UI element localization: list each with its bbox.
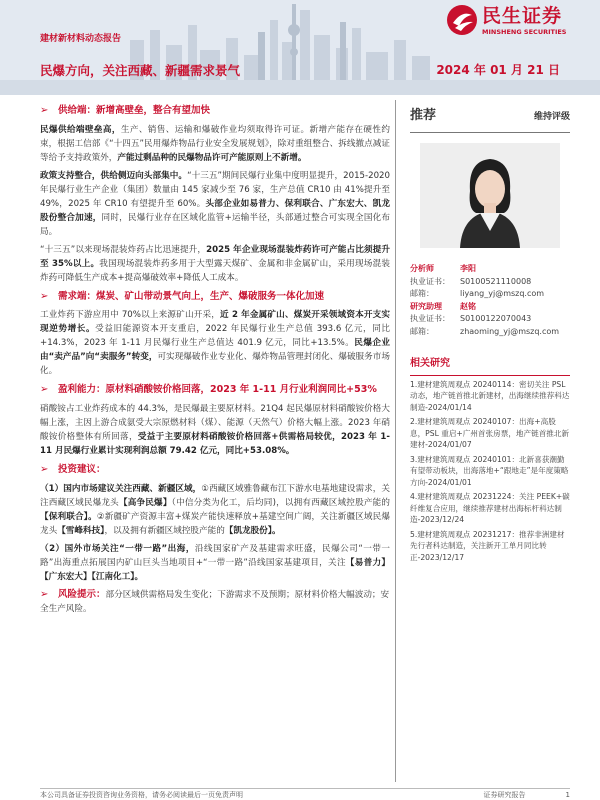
section-heading: [40, 588, 390, 616]
report-date: 2024 年 01 月 21 日: [436, 63, 560, 77]
analyst-row: [410, 326, 570, 339]
bold-text-run: 2025 年企业现场混装炸药许可产能占比须提升至 35%以上。: [40, 244, 390, 269]
analyst-name: 李阳: [460, 264, 476, 274]
page-number: 1: [565, 791, 570, 799]
bullet-arrow-icon: ➢: [40, 384, 49, 396]
bold-text-run: （2）国外市场关注“一带一路”出海，: [40, 543, 195, 554]
analyst-row: [410, 301, 570, 314]
bold-text-run: 近 2 年金属矿山、煤炭开采领域资本开支实现逆势增长。: [40, 310, 390, 335]
section-heading: [40, 382, 390, 398]
paragraph: [40, 308, 390, 378]
minsheng-logo: [444, 2, 594, 40]
section-heading-text: 风险提示：: [58, 588, 106, 600]
analyst-email[interactable]: zhaoming_yj@mszq.com: [460, 326, 560, 336]
risk-warning-text: 部分区域供需格局发生变化；下游需求不及预期；原材料价格大幅波动；安全生产风险。: [40, 589, 390, 614]
paragraph: [40, 123, 390, 165]
bold-text-run: 【保利联合】。: [40, 511, 97, 522]
analyst-cert: S0100122070043: [460, 314, 532, 324]
bold-text-run: 【易普力】【广东宏大】【江南化工】。: [40, 557, 390, 582]
related-research-item[interactable]: 2.建材建筑周观点 20240107：出海+高股息，PSL 重启+广州首张房票，地产链首推北新建材-2024/01/07: [410, 417, 570, 450]
bold-text-run: 民爆企业由“卖产品”向“卖服务”转变，: [40, 338, 390, 363]
bold-text-run: 头部企业如易普力、保利联合、广东宏大、凯龙股份整合加速，: [40, 198, 390, 223]
sidebar: [410, 100, 570, 563]
rating-header: [410, 100, 570, 133]
bold-text-run: （1）国内市场建议关注西藏、新疆区域，: [40, 483, 202, 494]
bullet-arrow-icon: ➢: [40, 464, 49, 476]
related-research-item[interactable]: 4.建材建筑周观点 20231224：关注 PEEK+碳纤维复合应用，继续推荐建材出海标杆科达制造-2023/12/24: [410, 492, 570, 525]
analyst-photo: [420, 143, 560, 248]
document-type: 证券研究报告: [483, 791, 526, 799]
section-heading-text: 盈利能力：原材料硝酸铵价格回落，2023 年 1-11 月行业利润同比+53%: [58, 384, 377, 396]
text-run: 工业炸药下游应用中 70%以上来源矿山开采，: [40, 310, 221, 321]
paragraph: [40, 402, 390, 458]
text-run: ②新疆矿产资源丰富+煤炭产能快速释放+基建空间广阔，关注新疆区域民爆龙头: [40, 511, 390, 536]
related-research-title: 相关研究: [410, 356, 570, 376]
bullet-arrow-icon: ➢: [40, 588, 49, 600]
logo-subtitle: MINSHENG SECURITIES: [482, 28, 567, 36]
analyst-field-label: 邮箱：: [410, 326, 434, 336]
report-title: 民爆方向，关注西藏、新疆需求景气: [40, 63, 241, 78]
text-run: （中信分类为化工，后均同)，以拥有西藏区域控股产能的: [171, 497, 390, 508]
text-run: 硝酸铵占工业炸药成本的 44.3%，是民爆最主要原材料。21Q4 起民爆原材料硝酸铵价格大幅上涨，主因上游合成氨受大宗原燃材料（煤）、能源（天然气）价格大幅上涨。2023 年硝酸铵价格整体有所回落，: [40, 404, 390, 443]
text-run: 生产、销售、运输和爆破作业均须取得许可证。新增产能存在硬性约束，根据工信部《“十四五”民用爆炸物品行业安全发展规划》，除对重组整合、拆线撤点减证等给予支持政策外，: [40, 124, 390, 163]
logo-name: 民生证券: [482, 5, 563, 27]
rating-status: 维持评级: [533, 112, 570, 122]
text-run: ①西藏区域雅鲁藏布江下游水电基地建设需求，关注西藏区域民爆龙头: [40, 483, 390, 508]
text-run: 沿线国家矿产及基建需求旺盛，民爆公司“一带一路”出海重点拓展国内矿山巨头当地项目+“一带一路”沿线国家基建项目，关注: [40, 543, 390, 568]
analyst-row: [410, 313, 570, 326]
column-divider: [395, 100, 396, 782]
bullet-arrow-icon: ➢: [40, 290, 49, 302]
report-body: [40, 100, 390, 790]
analyst-field-label: 研究助理: [410, 301, 442, 311]
section-heading: [40, 103, 390, 119]
bold-text-run: 受益于主要原材料硝酸铵价格回落+供需格局较优，2023 年 1-11 月民爆行业累计实现利润总额 79.42 亿元，同比+53.08%。: [40, 432, 390, 457]
bold-text-run: 【雪峰科技】: [57, 525, 105, 536]
text-run: 可实现爆破作业专业化、爆炸物品管理封闭化、爆破服务市场化。: [40, 352, 390, 377]
analyst-portrait-image: [420, 143, 560, 248]
text-run: “十三五”期间民爆行业集中度明显提升，2015-2020 年民爆行业生产企业（集团）数量由 145 家减少至 76 家，生产总值 CR10 由 41%提升至 49%，2025 年 CR10 有望提升至 60%。: [40, 170, 390, 209]
analyst-name: 赵铭: [460, 301, 476, 311]
text-run: ，以及拥有新疆区域控股产能的: [104, 525, 225, 536]
section-heading: [40, 462, 390, 478]
text-run: 我国现场混装炸药多用于大型露天煤矿、金属和非金属矿山，采用现场混装炸药可降低生产成本+提高爆破效率+降低人工成本。: [40, 258, 390, 283]
disclaimer-note: 本公司具备证券投资咨询业务资格，请务必阅读最后一页免责声明: [40, 791, 243, 799]
related-research-item[interactable]: 1.建材建筑周观点 20240114：密切关注 PSL 动态，地产链首推北新建材，出海继续推荐科达制造-2024/01/14: [410, 379, 570, 412]
bold-text-run: 政策支持整合，供给侧迈向头部集中。: [40, 170, 188, 181]
bold-text-run: 【凯龙股份】。: [224, 525, 281, 536]
section-heading-text: 供给端：新增高壁垒，整合有望加快: [58, 105, 211, 116]
related-research-item[interactable]: 5.建材建筑周观点 20231217：推荐非洲建材先行者科达制造，关注新开工单月同比转正-2023/12/17: [410, 529, 565, 562]
page-footer: [40, 788, 570, 800]
bullet-arrow-icon: ➢: [40, 105, 49, 116]
section-heading-text: 需求端：煤炭、矿山带动景气向上，生产、爆破服务一体化加速: [58, 290, 325, 302]
analyst-row: [410, 263, 570, 276]
paragraph: [40, 542, 390, 584]
paragraph: [40, 482, 390, 538]
section-heading: [40, 289, 390, 305]
section-heading-text: 投资建议：: [58, 464, 106, 476]
analyst-row: [410, 288, 570, 301]
bold-text-run: 产能过剩品种的民爆物品许可产能原则上不新增。: [117, 152, 307, 163]
analyst-field-label: 执业证书：: [410, 276, 450, 286]
analyst-info: [410, 263, 570, 338]
recommendation: 推荐: [410, 108, 437, 123]
related-research-item[interactable]: 3.建材建筑周观点 20240101：北新喜获潮勤有望带动板块，出海落地+“跟地走”是年度策略方向-2024/01/01: [410, 454, 569, 487]
analyst-email[interactable]: liyang_yj@mszq.com: [460, 289, 545, 299]
related-research-list: [410, 379, 570, 564]
report-category: 建材新材料动态报告: [40, 34, 122, 44]
paragraph: [40, 169, 390, 239]
analyst-field-label: 分析师: [410, 264, 434, 274]
paragraph: [40, 243, 390, 285]
analyst-field-label: 执业证书：: [410, 314, 450, 324]
analyst-row: [410, 276, 570, 289]
analyst-cert: S0100521110008: [460, 276, 532, 286]
minsheng-logo-icon: [446, 4, 478, 36]
text-run: “十三五”以来现场混装炸药占比迅速提升，: [40, 244, 207, 255]
bold-text-run: 【高争民爆】: [118, 497, 172, 508]
analyst-field-label: 邮箱：: [410, 289, 434, 299]
text-run: 受益旧能源资本开支重启，2022 年民爆行业生产总值 393.6 亿元，同比+14.3%，2023 年 1-11 月民爆行业生产总值达 401.9 亿元，同比+13.5%。: [40, 324, 390, 349]
bold-text-run: 民爆供给端壁垒高，: [40, 124, 121, 135]
header-banner: [0, 0, 600, 95]
text-run: 同时，民爆行业存在区域化监管+运输半径，头部通过整合可实现全国化布局。: [40, 212, 390, 237]
